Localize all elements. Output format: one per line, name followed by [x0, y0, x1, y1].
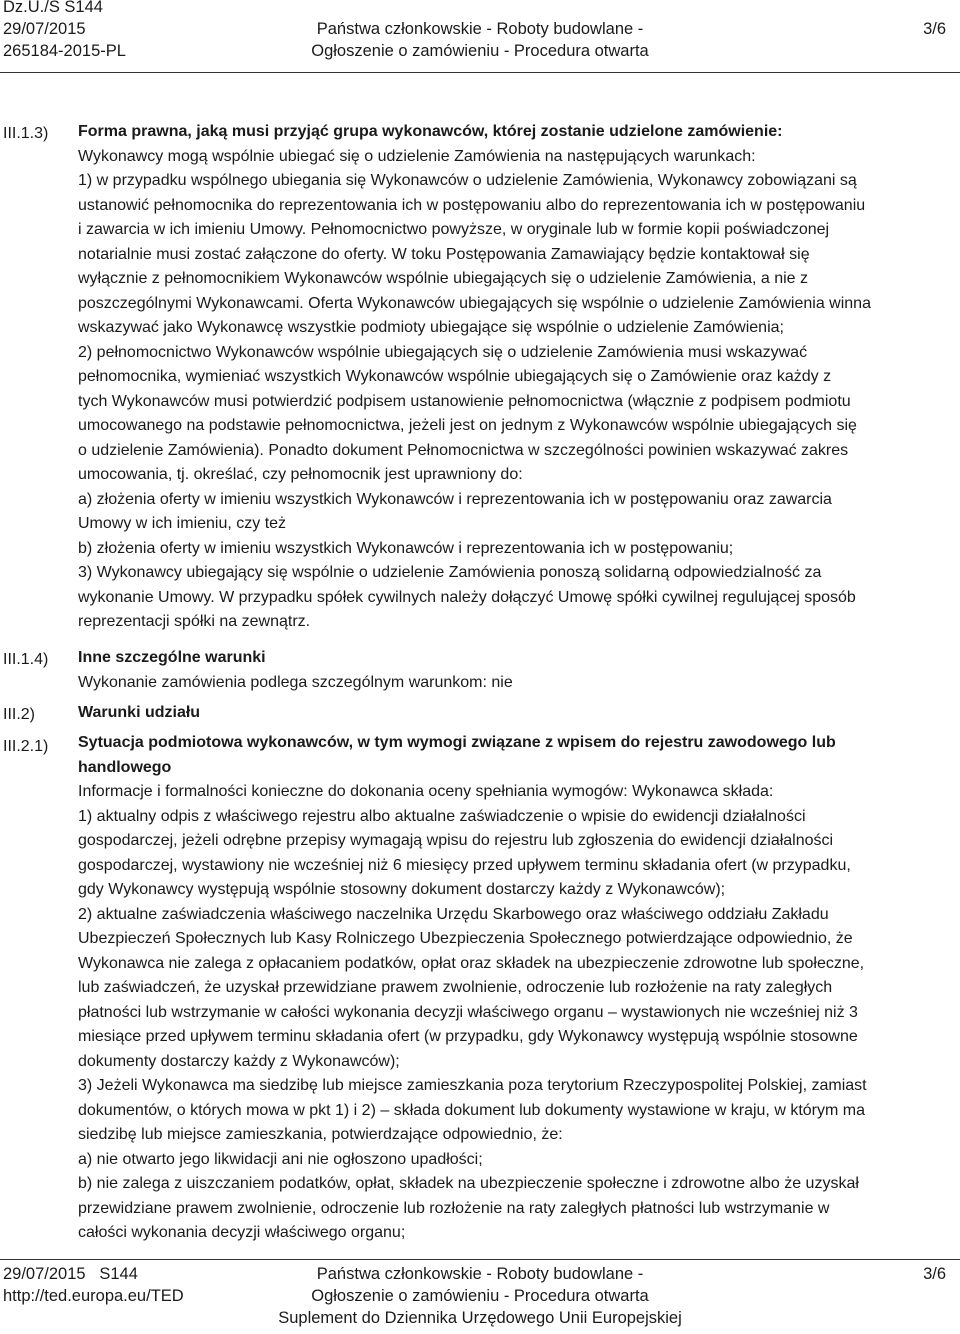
header-title-line1: Państwa członkowskie - Roboty budowlane - [316, 20, 644, 38]
section-III-1-3 [78, 120, 950, 635]
footer-divider [0, 1259, 960, 1260]
header-center [0, 18, 960, 62]
text-line: siedzibę lub miejsce zamieszkania, potwierdzające odpowiednio, że: [78, 1126, 563, 1143]
header-title-line2: Ogłoszenie o zamówieniu - Procedura otwarta [311, 42, 649, 60]
text-line: Wykonawca nie zalega z opłacaniem podatków, opłat oraz składek na ubezpieczenie zdrowotne lub społeczne, [78, 954, 865, 972]
section-III-2-1 [78, 731, 950, 1246]
text-line: wskazywać jako Wykonawcę wszystkie podmioty ubiegające się wspólnie o udzielenie Zamówienia; [78, 319, 784, 336]
text-line: 3) Wykonawcy ubiegający się wspólnie o udzielenie Zamówienia ponoszą solidarną odpowiedzialność za [78, 564, 822, 581]
text-line: 1) aktualny odpis z właściwego rejestru albo aktualne zaświadczenie o wpisie do ewidencji działalności [78, 807, 806, 825]
section-title: Warunki udziału [78, 704, 201, 721]
text-line: płatności lub wstrzymanie w całości wykonania decyzji właściwego organu – wystawionych nie wcześniej niż 3 [78, 1003, 858, 1021]
text-line: 2) aktualne zaświadczenia właściwego naczelnika Urzędu Skarbowego oraz właściwego oddziału Zakładu [78, 905, 829, 923]
text-line: tych Wykonawców musi potwierdzić podpisem ustanowienie pełnomocnictwa (włącznie z podpisem podmiotu [78, 392, 851, 410]
text-line: gdy Wykonawcy występują wspólnie stosowny dokument dostarczy każdy z Wykonawców); [78, 881, 726, 898]
section-text: Wykonanie zamówienia podlega szczególnym warunkom: nie [78, 673, 513, 691]
text-line: Ubezpieczeń Społecznych lub Kasy Rolniczego Ubezpieczenia Społecznego potwierdzające odpowiednio, że [78, 930, 853, 947]
text-line: poszczególnymi Wykonawcami. Oferta Wykonawców ubiegających się wspólnie o udzielenie Zamówienia winna [78, 294, 871, 312]
section-body [78, 145, 950, 635]
section-III-1-4 [78, 646, 950, 695]
header-divider [0, 72, 960, 73]
text-line: przewidziane prawem zwolnienie, odroczenie lub rozłożenie na raty zaległych płatności lub wstrzymanie w [78, 1199, 830, 1217]
text-line: lub zaświadczeń, że uzyskał przewidziane prawem zwolnienie, odroczenie lub rozłożenie na raty zaległych [78, 979, 833, 996]
text-line: Wykonawcy mogą wspólnie ubiegać się o udzielenie Zamówienia na następujących warunkach: [78, 147, 756, 165]
section-title-line1: Sytuacja podmiotowa wykonawców, w tym wymogi związane z wpisem do rejestru zawodowego lub [78, 734, 836, 751]
text-line: miesiące przed upływem terminu składania ofert (w przypadku, gdy Wykonawcy występują wspólnie stosowne [78, 1028, 858, 1045]
text-line: dokumenty dostarczy każdy z Wykonawców); [78, 1052, 400, 1070]
text-line: b) nie zalega z uiszczaniem podatków, opłat, składek na ubezpieczenie społeczne i zdrowotne albo że uzyskał [78, 1175, 859, 1192]
text-line: 1) w przypadku wspólnego ubiegania się Wykonawców o udzielenie Zamówienia, Wykonawcy zobowiązani są [78, 172, 857, 189]
section-title-line2: handlowego [78, 758, 172, 776]
footer-page-number: 3/6 [923, 1265, 946, 1283]
section-number-III-1-3: III.1.3) [3, 125, 49, 142]
text-line: ustanowić pełnomocnika do reprezentowania ich w postępowaniu albo do reprezentowania ich w postępowaniu [78, 196, 866, 214]
text-line: umocowania, tj. określać, czy pełnomocnik jest uprawniony do: [78, 466, 523, 483]
footer-title-line2: Ogłoszenie o zamówieniu - Procedura otwarta [311, 1287, 649, 1305]
text-line: o udzielenie Zamówienia). Ponadto dokument Pełnomocnictwa w szczególności powinien wskazywać zakres [78, 441, 849, 459]
section-number-III-2: III.2) [3, 706, 36, 723]
text-line: notarialnie musi zostać załączone do oferty. W toku Postępowania Zamawiający będzie kontaktował się [78, 245, 810, 263]
text-line: gospodarczej, jeżeli odrębne przepisy wymagają wpisu do rejestru lub zgłoszenia do ewidencji działalności [78, 832, 834, 849]
footer-title-line1: Państwa członkowskie - Roboty budowlane - [316, 1265, 644, 1283]
text-line: i zawarcia w ich imieniu Umowy. Pełnomocnictwo powyższe, w oryginale lub w formie kopii poświadczonej [78, 221, 830, 238]
footer-url[interactable]: http://ted.europa.eu/TED [3, 1287, 184, 1305]
text-line: całości wykonania decyzji właściwego organu; [78, 1224, 406, 1241]
text-line: a) złożenia oferty w imieniu wszystkich Wykonawców i reprezentowania ich w postępowaniu oraz zawarcia [78, 490, 832, 508]
notice-id: 265184-2015-PL [3, 42, 126, 60]
text-line: dokumentów, o których mowa w pkt 1) i 2) – składa dokument lub dokumenty wystawione w kraju, w którym ma [78, 1101, 865, 1119]
text-line: Informacje i formalności konieczne do dokonania oceny spełniania wymogów: Wykonawca składa: [78, 783, 774, 800]
footer-series: S144 [99, 1265, 138, 1283]
section-number-III-1-4: III.1.4) [3, 651, 49, 668]
footer-supplement: Suplement do Dziennika Urzędowego Unii Europejskiej [278, 1309, 682, 1327]
text-line: umocowanego na podstawie pełnomocnictwa, jeżeli jest on jednym z Wykonawców wspólnie ubiegających się [78, 417, 857, 434]
section-title: Forma prawna, jaką musi przyjąć grupa wykonawców, której zostanie udzielone zamówienie: [78, 123, 783, 140]
text-line: 3) Jeżeli Wykonawca ma siedzibę lub miejsce zamieszkania poza terytorium Rzeczypospolitej Polskiej, zamiast [78, 1077, 867, 1094]
section-number-III-2-1: III.2.1) [3, 738, 49, 755]
text-line: reprezentacji spółki na zewnątrz. [78, 613, 311, 630]
header-date: 29/07/2015 [3, 20, 86, 38]
section-body [78, 780, 950, 1246]
header-page-number: 3/6 [923, 20, 946, 38]
text-line: pełnomocnika, wymieniać wszystkich Wykonawców wspólnie ubiegających się o Zamówienie oraz każdy z [78, 368, 832, 385]
footer-center [0, 1263, 960, 1329]
text-line: Umowy w ich imieniu, czy też [78, 515, 287, 532]
text-line: gospodarczej, wystawiony nie wcześniej niż 6 miesięcy przed upływem terminu składania ofert (w przypadku, [78, 856, 851, 874]
text-line: wykonanie Umowy. W przypadku spółek cywilnych należy dołączyć Umowę spółki cywilnej regulującej sposób [78, 588, 856, 606]
text-line: wyłącznie z pełnomocnikiem Wykonawców wspólnie ubiegających się o udzielenie Zamówienia, a nie z [78, 270, 808, 287]
section-III-2 [78, 701, 950, 726]
text-line: 2) pełnomocnictwo Wykonawców wspólnie ubiegających się o udzielenie Zamówienia musi wskazywać [78, 343, 808, 361]
journal-ref: Dz.U./S S144 [3, 0, 103, 16]
text-line: b) złożenia oferty w imieniu wszystkich Wykonawców i reprezentowania ich w postępowaniu; [78, 539, 734, 557]
footer-date: 29/07/2015 [3, 1265, 86, 1283]
text-line: a) nie otwarto jego likwidacji ani nie ogłoszono upadłości; [78, 1150, 483, 1168]
section-title: Inne szczególne warunki [78, 649, 266, 666]
